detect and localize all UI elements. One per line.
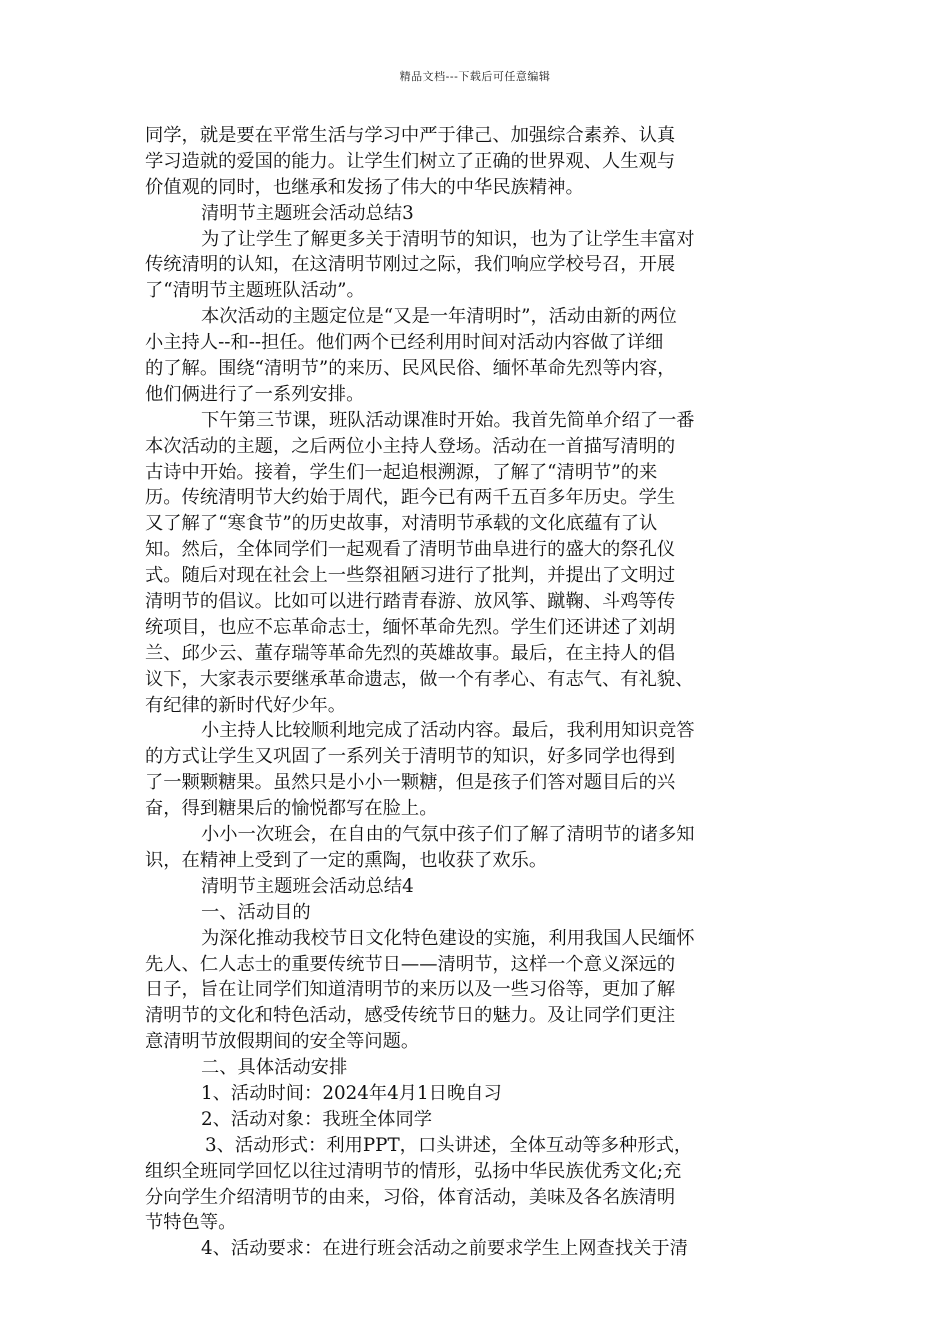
text-line: 为深化推动我校节日文化特色建设的实施，利用我国人民缅怀: [201, 927, 695, 949]
text-line: 小小一次班会，在自由的气氛中孩子们了解了清明节的诸多知: [201, 824, 695, 846]
text-line: 先人、仁人志士的重要传统节日——清明节，这样一个意义深远的: [145, 953, 676, 975]
list-item: 1、活动时间：2024年4月1日晚自习: [201, 1082, 502, 1104]
text-line: 历。传统清明节大约始于周代，距今已有两千五百多年历史。学生: [145, 487, 676, 509]
text-line: 识，在精神上受到了一定的熏陶，也收获了欢乐。: [145, 849, 548, 871]
text-line: 传统清明的认知，在这清明节刚过之际，我们响应学校号召，开展: [145, 254, 676, 276]
text-line: 学习造就的爱国的能力。让学生们树立了正确的世界观、人生观与: [145, 150, 676, 172]
subsection-heading: 二、具体活动安排: [201, 1057, 348, 1079]
list-item: 3、活动形式：利用PPT，口头讲述，全体互动等多种形式，: [205, 1134, 693, 1156]
text-line: 同学，就是要在平常生活与学习中严于律己、加强综合素养、认真: [145, 125, 676, 146]
text-line: 本次活动的主题定位是“又是一年清明时”，活动由新的两位: [201, 306, 677, 328]
text-line: 为了让学生了解更多关于清明节的知识，也为了让学生丰富对: [201, 228, 695, 250]
subsection-heading: 一、活动目的: [201, 901, 311, 923]
text-line: 议下，大家表示要继承革命遗志，做一个有孝心、有志气、有礼貌、: [145, 668, 694, 690]
text-line: 小主持人--和--担任。他们两个已经利用时间对活动内容做了详细: [145, 332, 664, 354]
list-item: 4、活动要求：在进行班会活动之前要求学生上网查找关于清: [201, 1238, 688, 1260]
text-line: 他们俩进行了一系列安排。: [145, 383, 365, 405]
text-line: 式。随后对现在社会上一些祭祖陋习进行了批判，并提出了文明过: [145, 565, 676, 587]
text-line: 了“清明节主题班队活动”。: [145, 280, 365, 302]
text-line: 了一颗颗糖果。虽然只是小小一颗糖，但是孩子们答对题目后的兴: [145, 772, 676, 794]
text-line: 组织全班同学回忆以往过清明节的情形，弘扬中华民族优秀文化;充: [145, 1160, 682, 1182]
text-line: 分向学生介绍清明节的由来，习俗，体育活动，美味及各名族清明: [145, 1186, 676, 1208]
text-line: 有纪律的新时代好少年。: [145, 694, 347, 716]
text-line: 统项目，也应不忘革命志士，缅怀革命先烈。学生们还讲述了刘胡: [145, 616, 676, 638]
text-line: 下午第三节课，班队活动课准时开始。我首先简单介绍了一番: [201, 409, 695, 431]
section-heading: 清明节主题班会活动总结4: [201, 875, 414, 897]
text-line: 奋，得到糖果后的愉悦都写在脸上。: [145, 798, 438, 820]
text-line: 知。然后，全体同学们一起观看了清明节曲阜进行的盛大的祭孔仪: [145, 539, 676, 561]
text-line: 清明节的倡议。比如可以进行踏青春游、放风筝、蹴鞠、斗鸡等传: [145, 591, 676, 613]
text-line: 价值观的同时，也继承和发扬了伟大的中华民族精神。: [145, 176, 584, 198]
text-line: 古诗中开始。接着，学生们一起追根溯源，了解了“清明节”的来: [145, 461, 658, 483]
section-heading: 清明节主题班会活动总结3: [201, 202, 414, 224]
text-line: 的了解。围绕“清明节”的来历、民风民俗、缅怀革命先烈等内容，: [145, 358, 676, 380]
text-line: 小主持人比较顺利地完成了活动内容。最后，我利用知识竞答: [201, 720, 695, 742]
text-line: 兰、邱少云、董存瑞等革命先烈的英雄故事。最后，在主持人的倡: [145, 642, 676, 664]
page-header: 精品文档---下载后可任意编辑: [399, 70, 551, 83]
text-line: 节特色等。: [145, 1212, 237, 1234]
text-line: 清明节的文化和特色活动，感受传统节日的魅力。及让同学们更注: [145, 1005, 676, 1027]
text-line: 意清明节放假期间的安全等问题。: [145, 1031, 420, 1053]
text-line: 日子，旨在让同学们知道清明节的来历以及一些习俗等，更加了解: [145, 979, 676, 1001]
list-item: 2、活动对象：我班全体同学: [201, 1108, 433, 1130]
text-line: 本次活动的主题，之后两位小主持人登场。活动在一首描写清明的: [145, 435, 676, 457]
text-line: 又了解了“寒食节”的历史故事，对清明节承载的文化底蕴有了认: [145, 513, 658, 535]
text-line: 的方式让学生又巩固了一系列关于清明节的知识，好多同学也得到: [145, 746, 676, 768]
document-body: [145, 123, 831, 1262]
